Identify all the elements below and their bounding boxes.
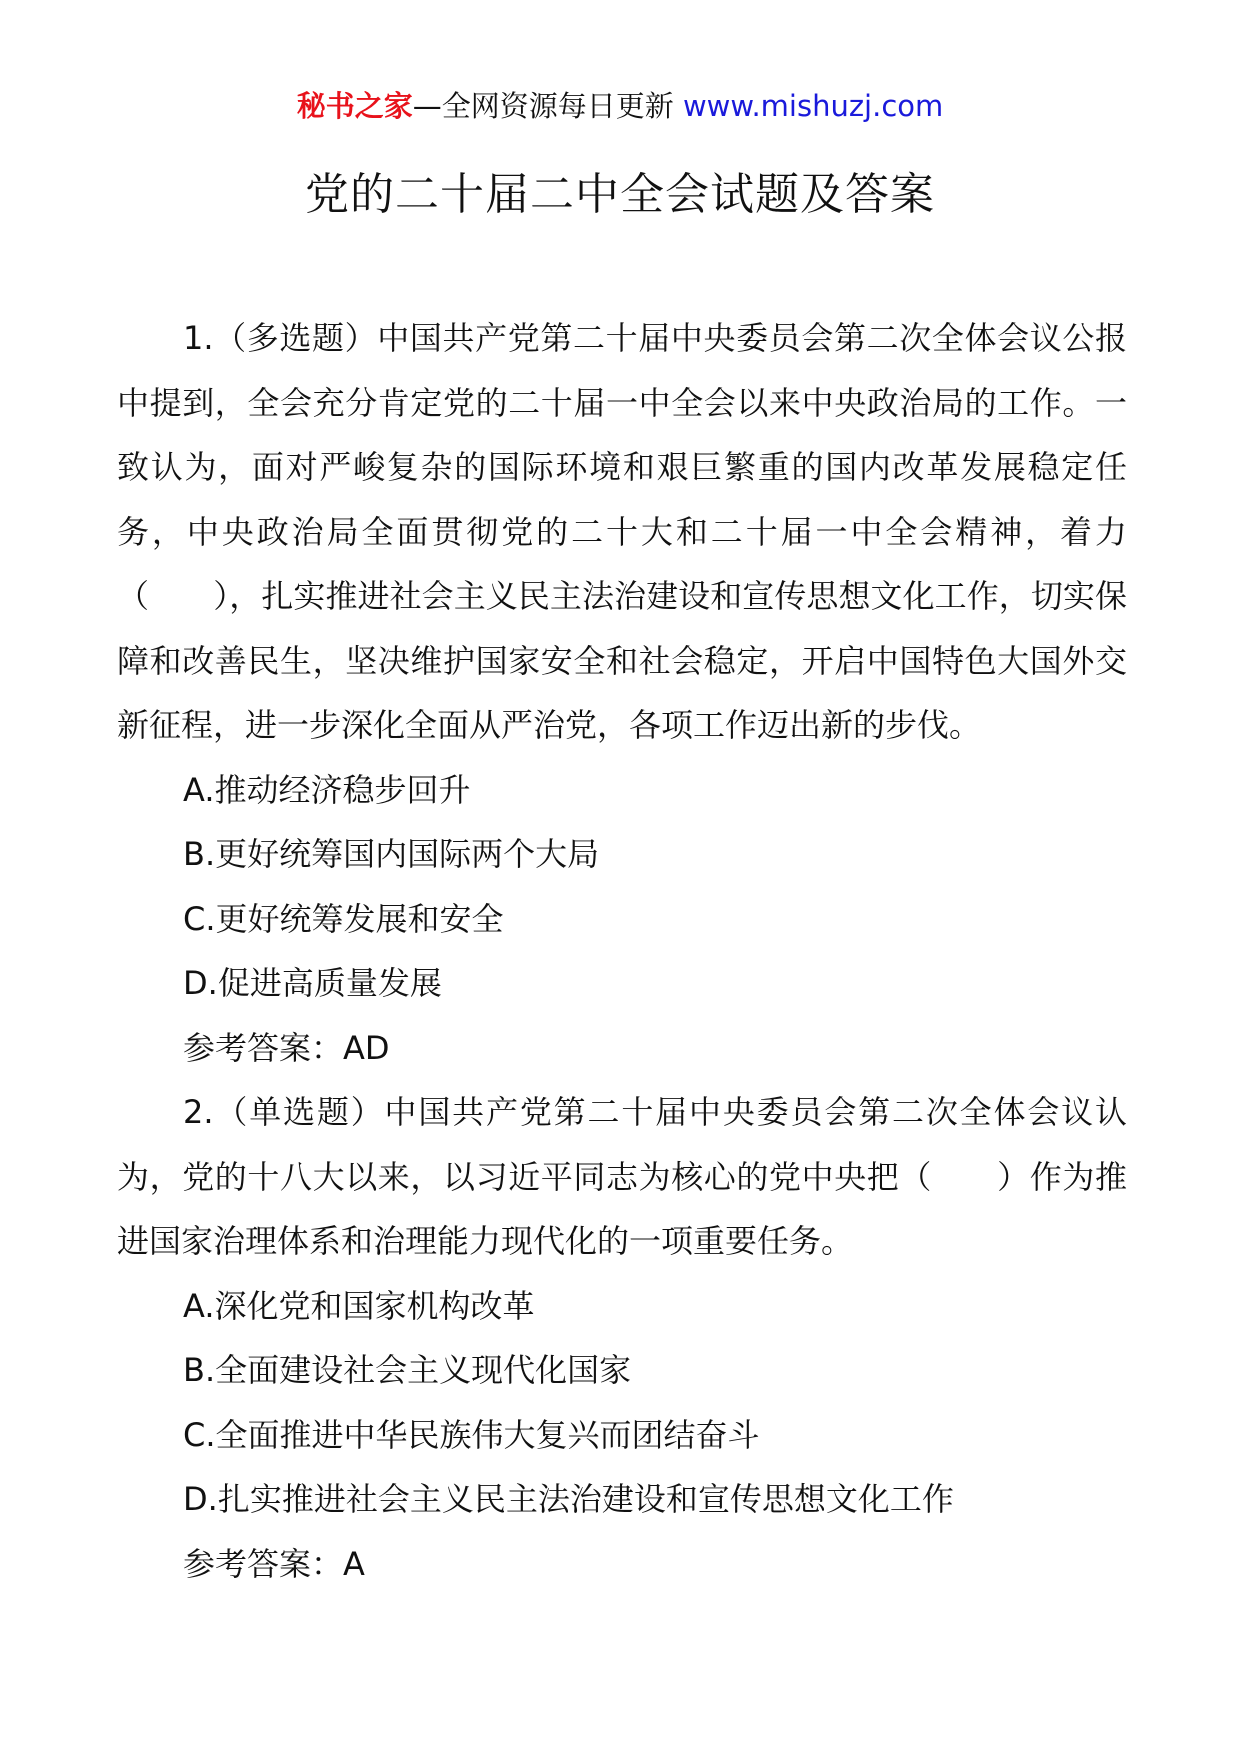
- site-url-link[interactable]: www.mishuzj.com: [682, 89, 944, 123]
- site-tagline: —全网资源每日更新: [412, 89, 683, 123]
- question-text: 2.（单选题）中国共产党第二十届中央委员会第二次全体会议认为，党的十八大以来，以习近平同志为核心的党中央把（ ）作为推进国家治理体系和治理能力现代化的一项重要任务。: [117, 1093, 1127, 1260]
- question-text: 1.（多选题）中国共产党第二十届中央委员会第二次全体会议公报中提到，全会充分肯定党的二十届一中全会以来中央政治局的工作。一致认为，面对严峻复杂的国际环境和艰巨繁重的国内改革发展稳定任务，中央政治局全面贯彻党的二十大和二十届一中全会精神，着力（ ），扎实推进社会主义民主法治建设和宣传思想文化工作，切实保障和改善民生，坚决维护国家安全和社会稳定，开启中国特色大国外交新征程，进一步深化全面从严治党，各项工作迈出新的步伐。: [117, 319, 1127, 744]
- document-title: 党的二十届二中全会试题及答案: [305, 169, 935, 220]
- option-c: C.全面推进中华民族伟大复兴而团结奋斗: [183, 1415, 760, 1454]
- option-d: D.扎实推进社会主义民主法治建设和宣传思想文化工作: [183, 1480, 954, 1518]
- document-body: [117, 306, 1127, 1596]
- option-d: D.促进高质量发展: [183, 964, 442, 1002]
- question-block: [117, 306, 1127, 1080]
- option-b: B.更好统筹国内国际两个大局: [183, 835, 600, 873]
- option-a: A.深化党和国家机构改革: [183, 1286, 535, 1325]
- option-c: C.更好统筹发展和安全: [183, 899, 504, 938]
- option-a: A.推动经济稳步回升: [183, 770, 471, 809]
- reference-answer: 参考答案：A: [183, 1544, 365, 1583]
- site-header: [0, 86, 1240, 126]
- option-b: B.全面建设社会主义现代化国家: [183, 1351, 632, 1389]
- question-block: [117, 1080, 1127, 1596]
- reference-answer: 参考答案：AD: [183, 1028, 390, 1067]
- site-brand: 秘书之家: [296, 89, 413, 123]
